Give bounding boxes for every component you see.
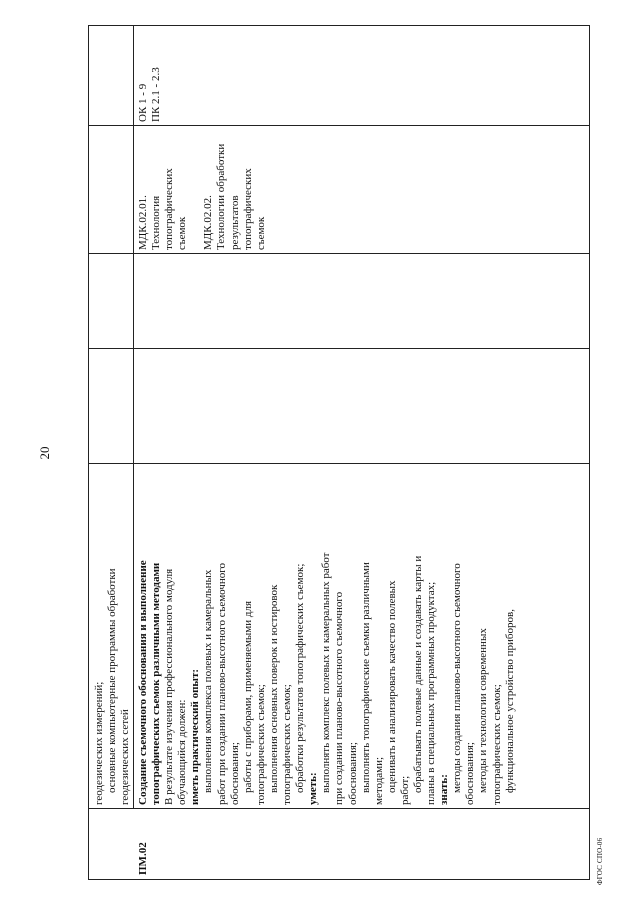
text-line: Технологии обработки xyxy=(215,143,228,250)
module-title-line: топографических съемок различными методами xyxy=(150,562,163,805)
page-number: 20 xyxy=(37,446,52,460)
text-line: выполнять комплекс полевых и камеральных работ xyxy=(320,552,333,793)
text-line: методы создания планово-высотного съемочного xyxy=(451,563,464,793)
column-divider xyxy=(89,808,589,809)
text-line: выполнения основных поверок и юстировок xyxy=(267,584,280,793)
footer-stamp: ФГОС СПО-06 xyxy=(596,837,604,885)
text-line: обоснования; xyxy=(464,742,477,805)
text-line: обрабатывать полевые данные и создавать карты и xyxy=(411,555,424,793)
text-line: съемок xyxy=(254,216,267,250)
text-line: обоснования; xyxy=(346,742,359,805)
previous-row-text xyxy=(93,568,132,805)
row-divider xyxy=(133,26,134,809)
curriculum-table xyxy=(88,25,590,880)
section-heading: иметь практический опыт: xyxy=(189,668,202,805)
text-line: обоснования; xyxy=(228,742,241,805)
module-title-line: Создание съемочного обоснования и выполнение xyxy=(137,560,149,805)
text-line: ОК 1 - 9 xyxy=(137,83,149,122)
text-line: топографических xyxy=(241,168,254,250)
text-line: топографических съемок; xyxy=(254,684,267,805)
text-line: работы с приборами, применяемыми для xyxy=(241,600,254,793)
column-divider xyxy=(89,253,589,254)
text-line: МДК.02.01. xyxy=(137,195,149,250)
text-line: топографических съемок; xyxy=(281,684,294,805)
text-line: при создании планово-высотного съемочного xyxy=(333,591,346,805)
text-line: МДК.02.02. xyxy=(202,195,215,250)
text-line: работ; xyxy=(398,775,411,805)
text-line: Технология xyxy=(150,195,163,250)
text-line: топографических съемок; xyxy=(490,684,503,805)
text-line: выполнения комплекса полевых и камеральных xyxy=(202,569,215,793)
text-line: планы в специальных программных продуктах; xyxy=(425,581,438,805)
text-line: ПК 2.1 - 2.3 xyxy=(150,67,163,122)
text-line: съемок xyxy=(176,216,189,250)
text-line: геодезических сетей xyxy=(119,709,132,805)
text-line: методы и технологии современных xyxy=(477,628,490,793)
text-line: В результате изучения профессионального модуля xyxy=(163,568,176,805)
spacer xyxy=(189,144,202,250)
text-line: обработки результатов топографических съемок; xyxy=(294,563,307,793)
module-code: ПМ.02 xyxy=(137,842,149,875)
text-line: функциональное устройство приборов, xyxy=(503,609,516,793)
mdk-courses xyxy=(137,144,268,250)
section-heading: знать: xyxy=(438,774,451,805)
text-line: методами; xyxy=(372,756,385,805)
column-divider xyxy=(89,463,589,464)
text-line: выполнять топографические съемки различными xyxy=(359,562,372,793)
text-line: основные компьютерные программы обработки xyxy=(106,568,119,793)
competences xyxy=(137,67,163,122)
text-line: оценивать и анализировать качество полевых xyxy=(385,580,398,793)
text-line: обучающийся должен: xyxy=(176,699,189,805)
text-line: геодезических измерений; xyxy=(93,681,105,805)
text-line: топографических xyxy=(163,168,176,250)
column-divider xyxy=(89,348,589,349)
section-heading: уметь: xyxy=(307,772,320,805)
column-divider xyxy=(89,125,589,126)
module-description xyxy=(137,553,517,805)
text-line: результатов xyxy=(228,195,241,250)
text-line: работ при создании планово-высотного съемочного xyxy=(215,562,228,805)
